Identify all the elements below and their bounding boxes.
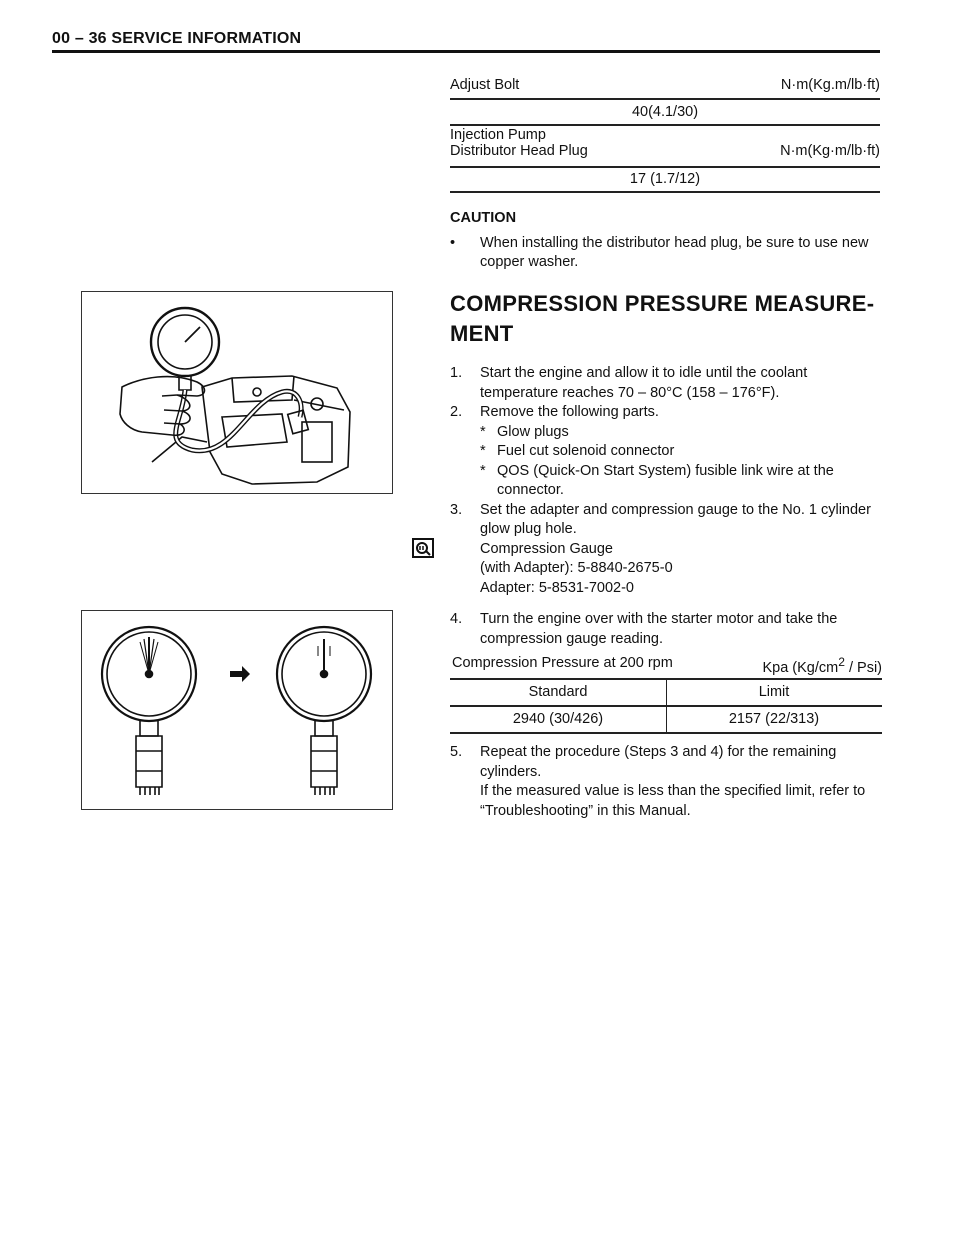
table-rule bbox=[450, 124, 880, 126]
table-rule bbox=[450, 98, 880, 100]
sub-item-text: Glow plugs bbox=[497, 423, 569, 440]
sub-item bbox=[480, 423, 882, 443]
table-rule bbox=[450, 166, 880, 168]
step-item bbox=[450, 610, 882, 649]
torque-spec-name: Adjust Bolt bbox=[450, 77, 520, 93]
step-text: Repeat the procedure (Steps 3 and 4) for the remaining cylinders. bbox=[480, 744, 837, 780]
bullet-marker: • bbox=[450, 235, 456, 251]
step-item bbox=[450, 501, 882, 599]
page-header-title: 00 – 36 SERVICE INFORMATION bbox=[52, 30, 302, 47]
sub-item-marker: * bbox=[480, 423, 486, 440]
arrow-right-icon bbox=[230, 666, 250, 682]
sub-item bbox=[480, 462, 882, 501]
header-rule bbox=[52, 50, 880, 53]
sub-item-marker: * bbox=[480, 443, 486, 459]
figure-gauge-reading bbox=[81, 610, 393, 810]
gauge-on-engine-illustration bbox=[82, 292, 392, 493]
torque-spec-name-line: Injection Pump bbox=[450, 127, 546, 143]
section-title-line: COMPRESSION PRESSURE MEASURE- bbox=[450, 291, 875, 316]
step-number: 1. bbox=[450, 365, 463, 381]
compression-pressure-table bbox=[450, 655, 882, 727]
sub-item bbox=[480, 442, 882, 462]
caution-label: CAUTION bbox=[450, 210, 517, 226]
torque-spec-unit: N·m(Kg.m/lb·ft) bbox=[780, 77, 880, 93]
section-title bbox=[450, 289, 882, 349]
step-number: 3. bbox=[450, 501, 463, 518]
table-header-limit: Limit bbox=[758, 684, 790, 700]
tool-number: (with Adapter): 5-8840-2675-0 bbox=[480, 560, 673, 576]
step-extra-text: If the measured value is less than the specified limit, refer to “Troubleshooting” in this Manual. bbox=[480, 783, 866, 819]
unit-superscript: 2 bbox=[838, 655, 845, 669]
step-item bbox=[450, 743, 882, 821]
table-header-standard: Standard bbox=[528, 684, 588, 700]
torque-spec-unit: N·m(Kg·m/lb·ft) bbox=[780, 143, 880, 159]
section-title-line: MENT bbox=[450, 321, 514, 346]
unit-suffix: / Psi) bbox=[844, 659, 882, 676]
torque-spec-name-line: Distributor Head Plug bbox=[450, 143, 588, 159]
torque-spec-value: 17 (1.7/12) bbox=[629, 171, 701, 187]
special-tool-icon bbox=[412, 538, 434, 558]
step-text: Start the engine and allow it to idle until the coolant temperature reaches 70 – 80°C (158 – 176°F). bbox=[480, 365, 808, 401]
figure-gauge-on-engine bbox=[81, 291, 393, 494]
procedure-step-4 bbox=[450, 610, 882, 649]
torque-spec-adjust-bolt bbox=[450, 77, 880, 93]
tool-name: Compression Gauge bbox=[480, 540, 613, 557]
caution-item bbox=[450, 234, 882, 272]
step-text: Turn the engine over with the starter motor and take the compression gauge reading. bbox=[480, 611, 838, 647]
table-column-divider bbox=[666, 679, 667, 732]
caution-text: When installing the distributor head plug, be sure to use new copper washer. bbox=[480, 235, 869, 270]
step-text: Set the adapter and compression gauge to the No. 1 cylinder glow plug hole. bbox=[480, 501, 871, 537]
procedure-steps-1-3 bbox=[450, 364, 882, 598]
table-unit bbox=[762, 655, 882, 676]
table-rule bbox=[450, 732, 882, 734]
step-text: Remove the following parts. bbox=[480, 404, 659, 420]
sub-item-text: Fuel cut solenoid connector bbox=[497, 443, 675, 459]
torque-spec-distributor-head-plug bbox=[450, 127, 880, 159]
procedure-step-5 bbox=[450, 743, 882, 821]
adapter-number: Adapter: 5-8531-7002-0 bbox=[480, 579, 634, 596]
table-value-standard: 2940 (30/426) bbox=[512, 711, 604, 727]
sub-item-marker: * bbox=[480, 462, 486, 479]
step-number: 4. bbox=[450, 611, 463, 627]
sub-item-text: QOS (Quick-On Start System) fusible link wire at the connector. bbox=[497, 462, 834, 498]
table-title: Compression Pressure at 200 rpm bbox=[452, 655, 673, 671]
torque-spec-value: 40(4.1/30) bbox=[631, 104, 699, 120]
step-item bbox=[450, 403, 882, 501]
step-number: 5. bbox=[450, 744, 463, 760]
unit-prefix: Kpa (Kg/cm bbox=[762, 659, 839, 676]
special-tool-icon-glyph bbox=[414, 540, 432, 556]
table-rule bbox=[450, 191, 880, 193]
table-value-limit: 2157 (22/313) bbox=[728, 711, 820, 727]
step-number: 2. bbox=[450, 404, 463, 420]
step-item bbox=[450, 364, 882, 403]
gauge-reading-illustration bbox=[82, 611, 392, 809]
